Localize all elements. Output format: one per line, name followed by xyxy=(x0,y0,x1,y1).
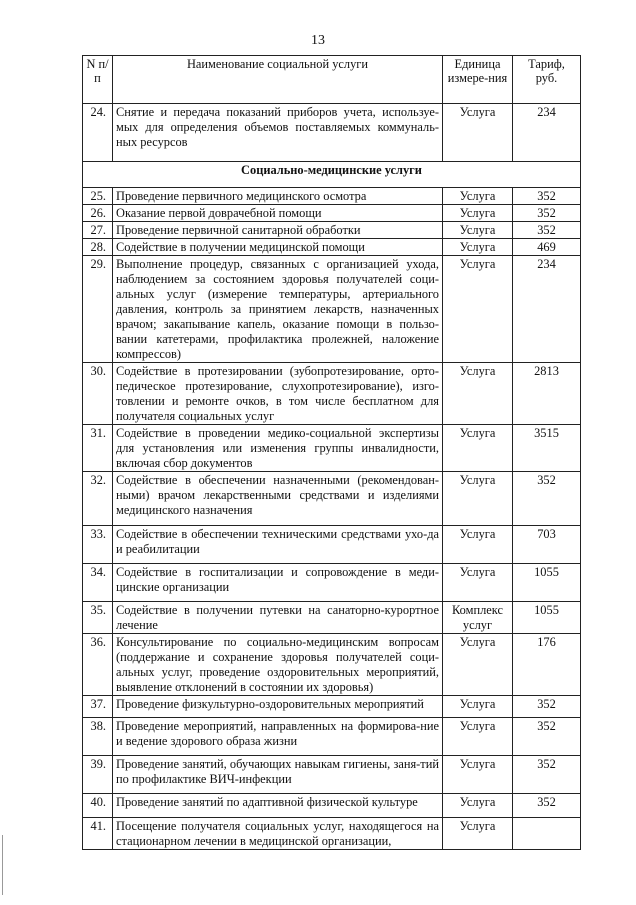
table-row xyxy=(83,794,581,818)
row-num: 41. xyxy=(83,818,113,850)
row-num: 37. xyxy=(83,696,113,718)
row-name: Оказание первой доврачебной помощи xyxy=(113,205,443,222)
row-tariff: 352 xyxy=(513,756,581,794)
table-row xyxy=(83,696,581,718)
row-unit: Услуга xyxy=(443,794,513,818)
row-tariff: 352 xyxy=(513,188,581,205)
table-row xyxy=(83,564,581,602)
header-num: N п/п xyxy=(83,56,113,104)
row-tariff: 234 xyxy=(513,256,581,363)
row-tariff: 176 xyxy=(513,634,581,696)
tariff-table xyxy=(82,55,581,850)
row-unit: Услуга xyxy=(443,188,513,205)
row-name: Содействие в получении медицинской помощи xyxy=(113,239,443,256)
row-unit: Услуга xyxy=(443,564,513,602)
row-num: 34. xyxy=(83,564,113,602)
row-name: Содействие в обеспечении техническими средствами ухо-да и реабилитации xyxy=(113,526,443,564)
header-unit: Единица измере-ния xyxy=(443,56,513,104)
row-tariff: 352 xyxy=(513,794,581,818)
table-row xyxy=(83,239,581,256)
row-unit: Комплекс услуг xyxy=(443,602,513,634)
row-unit: Услуга xyxy=(443,425,513,472)
row-num: 33. xyxy=(83,526,113,564)
row-num: 40. xyxy=(83,794,113,818)
row-tariff: 352 xyxy=(513,222,581,239)
row-tariff: 352 xyxy=(513,696,581,718)
section-row xyxy=(83,162,581,188)
row-name: Содействие в обеспечении назначенными (рекомендован-ными) врачом лекарственными средствами и изделиями медицинского назначения xyxy=(113,472,443,526)
row-unit: Услуга xyxy=(443,205,513,222)
section-title: Социально-медицинские услуги xyxy=(83,162,581,188)
table-row xyxy=(83,222,581,239)
row-unit: Услуга xyxy=(443,756,513,794)
row-unit: Услуга xyxy=(443,222,513,239)
row-unit: Услуга xyxy=(443,818,513,850)
row-unit: Услуга xyxy=(443,696,513,718)
row-unit: Услуга xyxy=(443,363,513,425)
row-num: 39. xyxy=(83,756,113,794)
row-name: Консультирование по социально-медицинским вопросам (поддержание и сохранение здоровья получателей соци-альных услуг, проведение оздоровительных мероприятий, выявление отклонений в состоянии их здоровья) xyxy=(113,634,443,696)
table-row xyxy=(83,526,581,564)
row-num: 27. xyxy=(83,222,113,239)
row-name: Проведение мероприятий, направленных на формирова-ние и ведение здорового образа жизни xyxy=(113,718,443,756)
table-row xyxy=(83,718,581,756)
scan-edge-mark xyxy=(2,835,3,895)
row-num: 35. xyxy=(83,602,113,634)
row-tariff: 234 xyxy=(513,104,581,162)
row-name: Выполнение процедур, связанных с организацией ухода, наблюдением за состоянием здоровья получателей соци-альных услуг (измерение температуры, артериального давления, контроль за принятием лекарств, назначенных врачом; закапывание капель, оказание помощи в пользо-вании катетерами, профилактика пролежней, наложение компрессов) xyxy=(113,256,443,363)
table-row xyxy=(83,425,581,472)
header-tariff: Тариф, руб. xyxy=(513,56,581,104)
table-row xyxy=(83,256,581,363)
row-name: Проведение занятий, обучающих навыкам гигиены, заня-тий по профилактике ВИЧ-инфекции xyxy=(113,756,443,794)
row-tariff: 352 xyxy=(513,472,581,526)
row-num: 31. xyxy=(83,425,113,472)
row-num: 28. xyxy=(83,239,113,256)
row-num: 26. xyxy=(83,205,113,222)
row-num: 29. xyxy=(83,256,113,363)
table-row xyxy=(83,104,581,162)
table-row xyxy=(83,602,581,634)
row-num: 38. xyxy=(83,718,113,756)
page-number: 13 xyxy=(311,33,325,48)
row-unit: Услуга xyxy=(443,718,513,756)
row-unit: Услуга xyxy=(443,104,513,162)
row-tariff: 2813 xyxy=(513,363,581,425)
row-tariff xyxy=(513,818,581,850)
row-tariff: 1055 xyxy=(513,564,581,602)
row-unit: Услуга xyxy=(443,526,513,564)
table-row xyxy=(83,205,581,222)
row-tariff: 352 xyxy=(513,718,581,756)
row-num: 24. xyxy=(83,104,113,162)
row-tariff: 3515 xyxy=(513,425,581,472)
table-row xyxy=(83,188,581,205)
header-name: Наименование социальной услуги xyxy=(113,56,443,104)
row-name: Проведение занятий по адаптивной физической культуре xyxy=(113,794,443,818)
row-unit: Услуга xyxy=(443,239,513,256)
row-name: Содействие в проведении медико-социальной экспертизы для установления или изменения группы инвалидности, включая сбор документов xyxy=(113,425,443,472)
row-tariff: 703 xyxy=(513,526,581,564)
row-num: 30. xyxy=(83,363,113,425)
row-num: 25. xyxy=(83,188,113,205)
row-name: Снятие и передача показаний приборов учета, используе-мых для определения объемов поставляемых коммуналь-ных ресурсов xyxy=(113,104,443,162)
row-tariff: 352 xyxy=(513,205,581,222)
table-row xyxy=(83,756,581,794)
row-unit: Услуга xyxy=(443,256,513,363)
table-header-row xyxy=(83,56,581,104)
row-unit: Услуга xyxy=(443,472,513,526)
row-name: Содействие в госпитализации и сопровождение в меди-цинские организации xyxy=(113,564,443,602)
row-name: Посещение получателя социальных услуг, находящегося на стационарном лечении в медицинской организации, xyxy=(113,818,443,850)
row-name: Содействие в протезировании (зубопротезирование, орто-педическое протезирование, слухопротезирование), изго-товлении и ремонте очков, в том числе бесплатном для получателя социальных услуг xyxy=(113,363,443,425)
table-row xyxy=(83,363,581,425)
table-row xyxy=(83,634,581,696)
row-unit: Услуга xyxy=(443,634,513,696)
row-name: Проведение первичного медицинского осмотра xyxy=(113,188,443,205)
row-num: 32. xyxy=(83,472,113,526)
table-row xyxy=(83,472,581,526)
row-tariff: 469 xyxy=(513,239,581,256)
row-tariff: 1055 xyxy=(513,602,581,634)
row-name: Проведение первичной санитарной обработки xyxy=(113,222,443,239)
row-name: Проведение физкультурно-оздоровительных мероприятий xyxy=(113,696,443,718)
table-row xyxy=(83,818,581,850)
row-name: Содействие в получении путевки на санаторно-курортное лечение xyxy=(113,602,443,634)
row-num: 36. xyxy=(83,634,113,696)
